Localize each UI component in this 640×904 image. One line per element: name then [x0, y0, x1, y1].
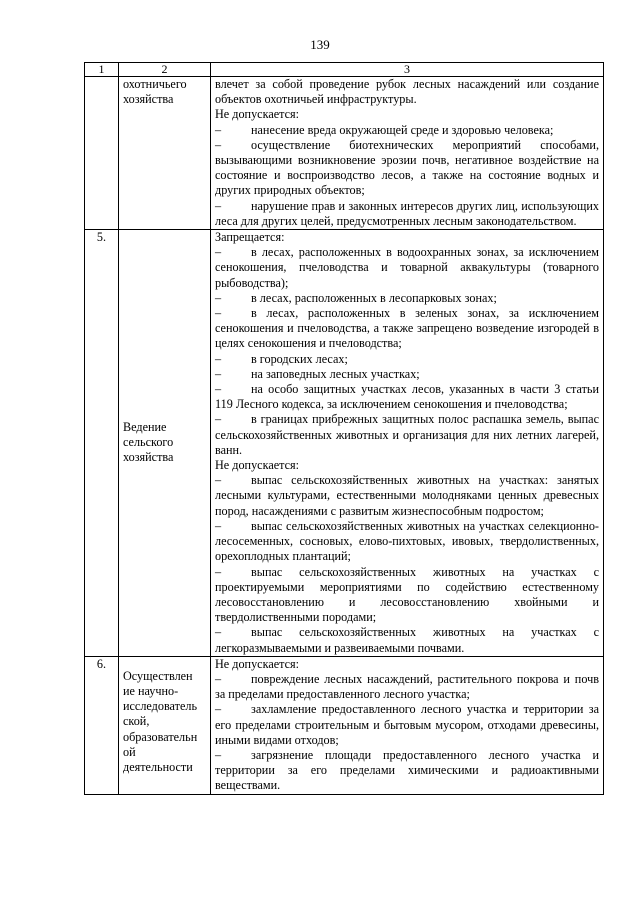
column-header-1: 1	[85, 63, 119, 77]
list-item: – выпас сельскохозяйственных животных на участках с легкоразмываемыми и развеиваемыми почвами.	[215, 625, 599, 655]
list-item: – в лесах, расположенных в лесопарковых зонах;	[215, 291, 599, 306]
requirements-cell	[211, 77, 604, 230]
column-header-2: 2	[119, 63, 211, 77]
table-row	[85, 230, 604, 657]
requirements-cell	[211, 656, 604, 794]
table-row	[85, 656, 604, 794]
table-row	[85, 77, 604, 230]
list-item: – в границах прибрежных защитных полос распашка земель, выпас сельскохозяйственных животных и организация для них летних лагерей, ванн.	[215, 412, 599, 458]
activity-name: Ведение сельского хозяйства	[119, 230, 211, 657]
activity-name: охотничьего хозяйства	[119, 77, 211, 230]
list-item: – выпас сельскохозяйственных животных на участках с проектируемыми мероприятиями по содействию естественному лесовосстановлению и лесовосстановлению хвойными и твердолиственными породами;	[215, 565, 599, 626]
list-item: – в городских лесах;	[215, 352, 599, 367]
requirements-cell	[211, 230, 604, 657]
table-header-row	[85, 63, 604, 77]
list-item: – выпас сельскохозяйственных животных на участках: занятых лесными культурами, естественными молодняками ценных древесных пород, насаждениями с развитым жизнеспособным подростом;	[215, 473, 599, 519]
list-item: – в лесах, расположенных в водоохранных зонах, за исключением сенокошения, пчеловодства и товарной аквакультуры (товарного рыбоводства);	[215, 245, 599, 291]
list-item: – выпас сельскохозяйственных животных на участках селекционно-лесосеменных, сосновых, елово-пихтовых, ивовых, твердолиственных, орехоплодных плантаций;	[215, 519, 599, 565]
paragraph: Не допускается:	[215, 458, 300, 473]
row-number	[85, 77, 119, 230]
paragraph: Запрещается:	[215, 230, 285, 245]
list-item: – захламление предоставленного лесного участка и территории за его пределами строительным и бытовым мусором, отходами древесины, иными видами отходов;	[215, 702, 599, 748]
list-item: – повреждение лесных насаждений, растительного покрова и почв за пределами предоставленного лесного участка;	[215, 672, 599, 702]
paragraph: Не допускается:	[215, 107, 300, 122]
list-item: – осуществление биотехнических мероприятий способами, вызывающими возникновение эрозии почв, негативное воздействие на состояние и воспроизводство лесов, а также на состояние водных и других природных объектов;	[215, 138, 599, 199]
row-number: 6.	[85, 656, 119, 794]
list-item: – на особо защитных участках лесов, указанных в части 3 статьи 119 Лесного кодекса, за исключением сенокошения и пчеловодства;	[215, 382, 599, 412]
activity-name: Осуществлен ие научно-исследователь ской, образовательн ой деятельности	[119, 656, 211, 794]
list-item: – нарушение прав и законных интересов других лиц, использующих леса для других целей, предусмотренных лесным законодательством.	[215, 199, 599, 229]
list-item: – загрязнение площади предоставленного лесного участка и территории за его пределами химическими и радиоактивными веществами.	[215, 748, 599, 794]
column-header-3: 3	[211, 63, 604, 77]
regulations-table	[84, 62, 604, 795]
list-item: – нанесение вреда окружающей среде и здоровью человека;	[215, 123, 599, 138]
paragraph: влечет за собой проведение рубок лесных насаждений или создание объектов охотничьей инфраструктуры.	[215, 77, 599, 107]
row-number: 5.	[85, 230, 119, 657]
list-item: – в лесах, расположенных в зеленых зонах, за исключением сенокошения и пчеловодства, а также запрещено возведение изгородей в целях сенокошения и пчеловодства;	[215, 306, 599, 352]
page-number: 139	[310, 37, 330, 52]
list-item: – на заповедных лесных участках;	[215, 367, 599, 382]
paragraph: Не допускается:	[215, 656, 300, 671]
